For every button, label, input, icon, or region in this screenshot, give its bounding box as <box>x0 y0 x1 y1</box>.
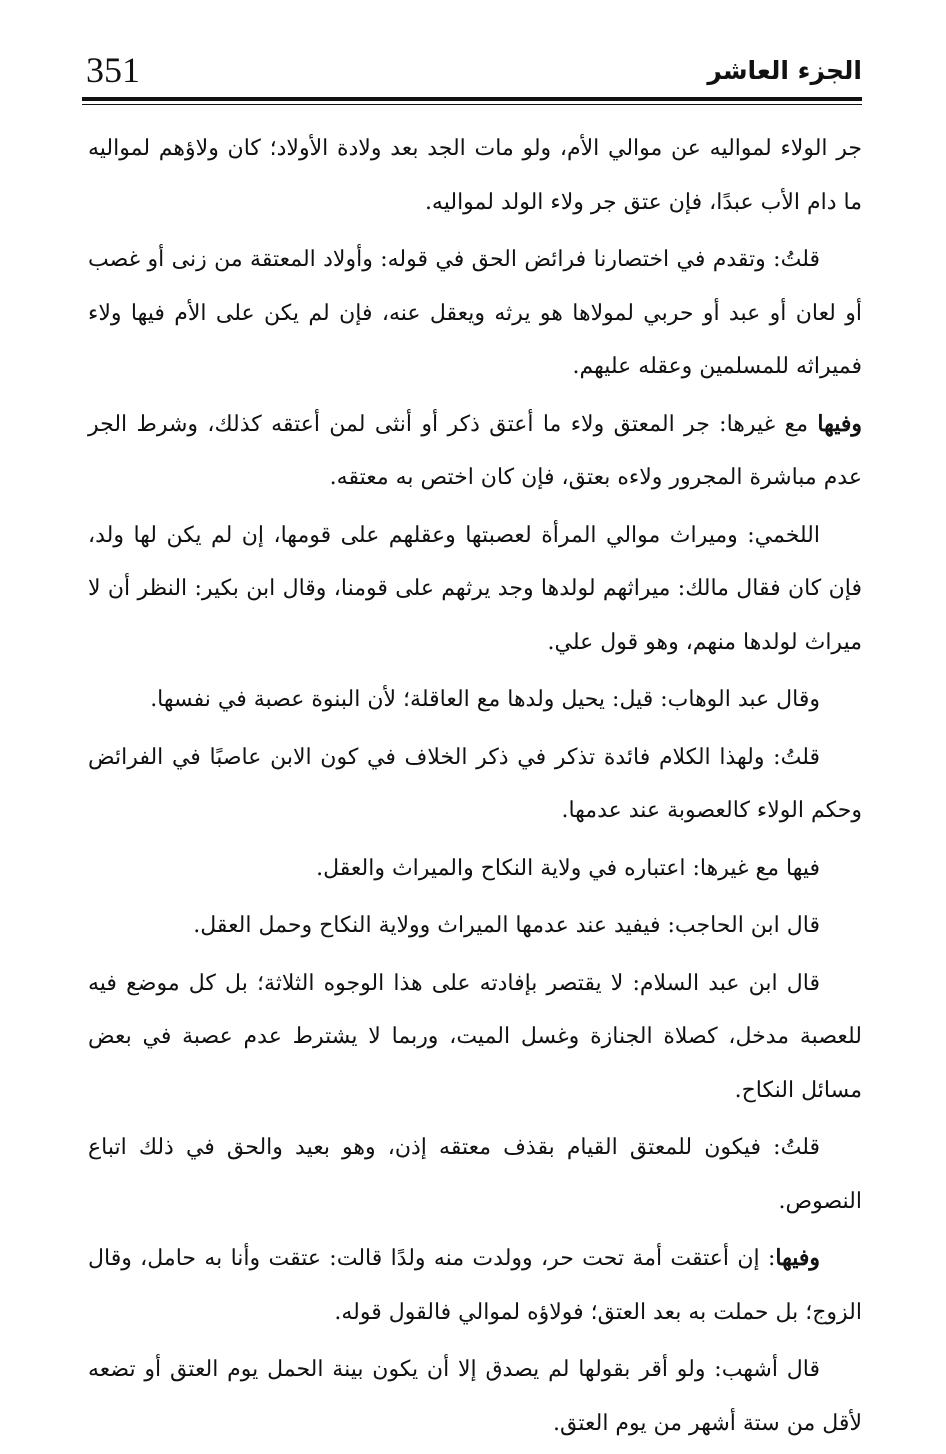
paragraph-text: قال ابن عبد السلام: لا يقتصر بإفادته على هذا الوجوه الثلاثة؛ بل كل موضع فيه للعصبة مدخل، كصلاة الجنازة وغسل الميت، وربما لا يشترط عدم عصبة في بعض مسائل النكاح. <box>88 970 862 1103</box>
paragraph-text: قلتُ: فيكون للمعتق القيام بقذف معتقه إذن، وهو بعيد والحق في ذلك اتباع النصوص. <box>88 1135 862 1214</box>
paragraph-text: اللخمي: وميراث موالي المرأة لعصبتها وعقلهم على قومها، إن لم يكن لها ولد، فإن كان فقال مالك: ميراثهم لولدها وجد يرثهم على قومنا، وقال ابن بكير: النظر أن لا ميراث لولدها منهم، وهو قول علي. <box>88 522 862 655</box>
paragraph <box>88 398 862 505</box>
page-number: 351 <box>86 50 140 90</box>
paragraph-text: : إن أعتقت أمة تحت حر، وولدت منه ولدًا قالت: عتقت وأنا به حامل، وقال الزوج؛ بل حملت به بعد العتق؛ فولاؤه لموالي فالقول قوله. <box>88 1246 862 1325</box>
paragraph-lead-word: وفيها <box>775 1245 820 1271</box>
paragraph <box>88 233 862 394</box>
body-text <box>88 122 862 1454</box>
paragraph-text: قلتُ: ولهذا الكلام فائدة تذكر في ذكر الخلاف في كون الابن عاصبًا في الفرائض وحكم الولاء كالعصوبة عند عدمها. <box>88 744 862 823</box>
paragraph <box>88 1232 862 1339</box>
paragraph-text: مع غيرها: جر المعتق ولاء ما أعتق ذكر أو أنثى لمن أعتقه كذلك، وشرط الجر عدم مباشرة المجرور ولاءه بعتق، فإن كان اختص به معتقه. <box>88 411 862 490</box>
header-rule-thick <box>82 97 862 101</box>
page-header <box>82 50 862 94</box>
paragraph <box>88 731 862 838</box>
paragraph <box>88 842 862 896</box>
paragraph-text: وقال عبد الوهاب: قيل: يحيل ولدها مع العاقلة؛ لأن البنوة عصبة في نفسها. <box>150 687 820 712</box>
paragraph-text: فيها مع غيرها: اعتباره في ولاية النكاح والميراث والعقل. <box>316 855 820 881</box>
paragraph-text: قال أشهب: ولو أقر بقولها لم يصدق إلا أن يكون بينة الحمل يوم العتق أو تضعه لأقل من ستة أشهر من يوم العتق. <box>88 1357 862 1436</box>
paragraph <box>88 957 862 1118</box>
paragraph-text: قلتُ: وتقدم في اختصارنا فرائض الحق في قوله: وأولاد المعتقة من زنى أو غصب أو لعان أو عبد أو حربي لمولاها هو يرثه ويعقل عنه، فإن لم يكن على الأم فيها ولاء فميراثه للمسلمين وعقله عليهم. <box>88 247 862 379</box>
paragraph <box>88 509 862 670</box>
paragraph-text: قال ابن الحاجب: فيفيد عند عدمها الميراث وولاية النكاح وحمل العقل. <box>193 913 820 938</box>
header-rule-thin <box>82 104 862 105</box>
paragraph <box>88 122 862 229</box>
paragraph <box>88 899 862 953</box>
paragraph <box>88 1121 862 1228</box>
paragraph-lead-word: وفيها <box>817 410 862 437</box>
running-title: الجزء العاشر <box>707 56 862 85</box>
paragraph <box>88 673 862 727</box>
paragraph-text: جر الولاء لمواليه عن موالي الأم، ولو مات الجد بعد ولادة الأولاد؛ كان ولاؤهم لمواليه ما دام الأب عبدًا، فإن عتق جر ولاء الولد لمواليه. <box>88 136 862 215</box>
